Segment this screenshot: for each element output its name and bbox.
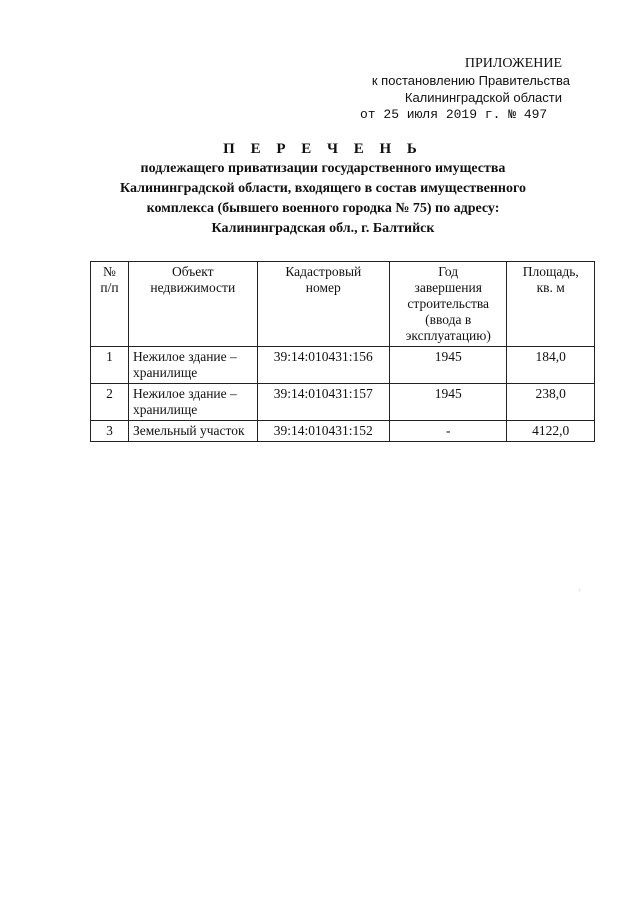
table-row (91, 347, 595, 384)
heading-line-4: Калининградская обл., г. Балтийск (211, 221, 435, 236)
property-table (90, 261, 595, 442)
row-area: 184,0 (507, 347, 595, 384)
row-cadastral: 39:14:010431:152 (257, 421, 389, 442)
row-year: - (390, 421, 507, 442)
row-cadastral: 39:14:010431:156 (257, 347, 389, 384)
header-num: № п/п (91, 262, 129, 347)
heading-line-2: Калининградской области, входящего в состав имущественного (120, 181, 526, 196)
row-object: Нежилое здание – хранилище (128, 384, 257, 421)
header-year: Год завершения строительства (ввода в эксплуатацию) (390, 262, 507, 347)
heading-line-3: комплекса (бывшего военного городка № 75) по адресу: (146, 201, 500, 216)
row-object: Нежилое здание – хранилище (128, 347, 257, 384)
appendix-date-number: от 25 июля 2019 г. № 497 (360, 107, 548, 122)
appendix-resolution: к постановлению Правительства (371, 73, 570, 88)
header-object: Объект недвижимости (128, 262, 257, 347)
table-row (91, 421, 595, 442)
row-year: 1945 (390, 384, 507, 421)
table-row (91, 384, 595, 421)
row-num: 1 (91, 347, 129, 384)
heading-line-1: подлежащего приватизации государственного имущества (140, 161, 506, 176)
row-year: 1945 (390, 347, 507, 384)
appendix-title: ПРИЛОЖЕНИЕ (464, 56, 562, 71)
scan-speck: · (578, 586, 581, 595)
row-area: 4122,0 (507, 421, 595, 442)
row-cadastral: 39:14:010431:157 (257, 384, 389, 421)
table-header-row (91, 262, 595, 347)
header-cadastral: Кадастровый номер (257, 262, 389, 347)
row-area: 238,0 (507, 384, 595, 421)
appendix-region: Калининградской области (404, 90, 562, 105)
document-heading (80, 140, 566, 238)
header-area: Площадь, кв. м (507, 262, 595, 347)
document-title: П Е Р Е Ч Е Н Ь (223, 141, 423, 157)
row-num: 2 (91, 384, 129, 421)
appendix-block (360, 55, 620, 123)
row-object: Земельный участок (128, 421, 257, 442)
row-num: 3 (91, 421, 129, 442)
